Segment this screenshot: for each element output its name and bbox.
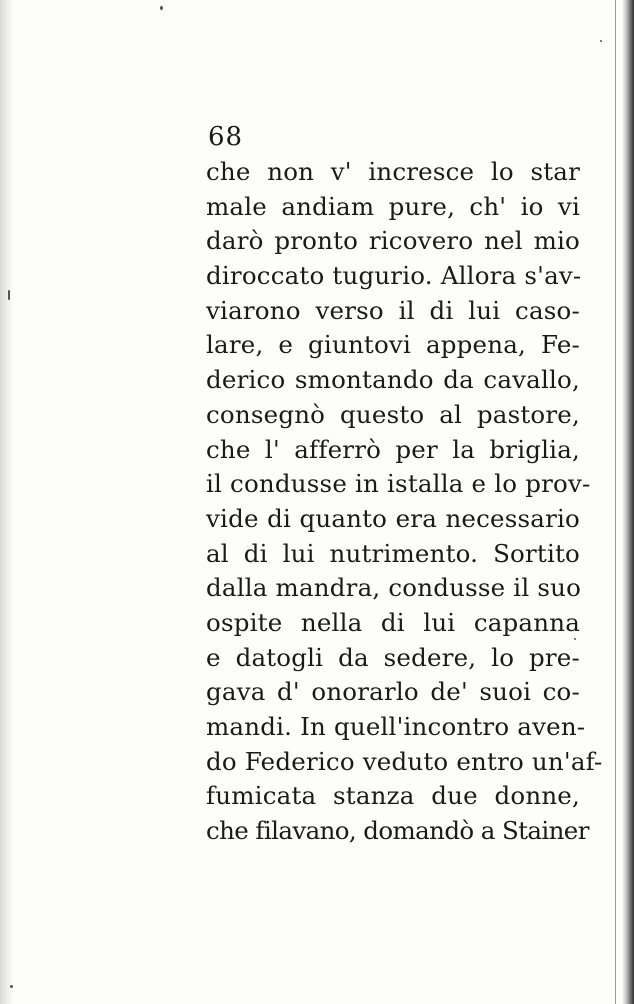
text-line: vide di quanto era necessario [206, 503, 580, 533]
text-line: lare, e giuntovi appena, Fe- [206, 330, 580, 360]
text-line: che non v' incresce lo star [206, 157, 580, 186]
text-line: al di lui nutrimento. Sortito [206, 538, 580, 568]
text-line: fumicata stanza due donne, [206, 781, 580, 811]
text-line: ospite nella di lui capanna [206, 607, 580, 637]
paper-speck [10, 985, 13, 988]
paper-speck [600, 40, 602, 42]
text-line: derico smontando da cavallo, [206, 365, 580, 395]
paper-speck [160, 6, 163, 10]
text-line: viarono verso il di lui caso- [206, 295, 580, 325]
paper-speck [8, 290, 10, 300]
body-text [206, 155, 603, 849]
page-right-edge [622, 0, 634, 1004]
text-line: dalla mandra, condusse il suo [206, 573, 582, 603]
text-line: darò pronto ricovero nel mio [206, 226, 580, 256]
text-line: do Federico veduto entro un'af- [206, 746, 603, 776]
page-fold-line [615, 0, 616, 1004]
text-line: consegnò questo al pastore, [206, 399, 580, 429]
text-line: il condusse in istalla e lo prov- [206, 469, 591, 499]
text-line: male andiam pure, ch' io vi [206, 191, 580, 221]
text-line: che l' afferrò per la briglia, [206, 434, 580, 464]
text-line: mandi. In quell'incontro aven- [206, 712, 586, 741]
page-number: 68 [208, 122, 244, 152]
text-line: gava d' onorarlo de' suoi co- [206, 677, 580, 707]
text-line: diroccato tugurio. Allora s'av- [206, 261, 582, 291]
text-line: che filavano, domandò a Stainer [206, 816, 589, 846]
text-line: e datogli da sedere, lo pre- [206, 642, 580, 672]
page-left-edge [0, 0, 14, 1004]
